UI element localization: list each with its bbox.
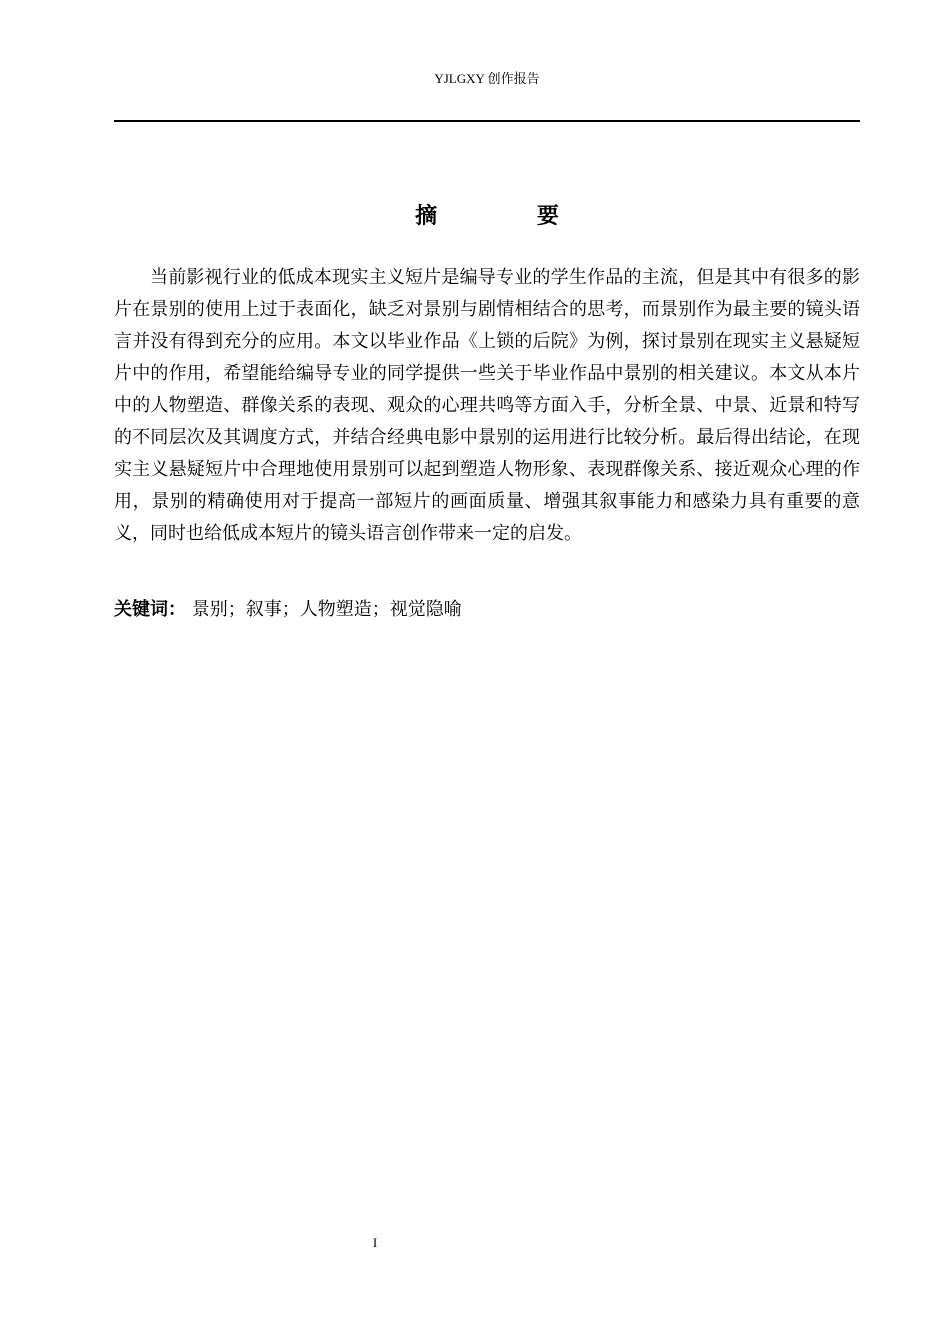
- abstract-body: 当前影视行业的低成本现实主义短片是编导专业的学生作品的主流，但是其中有很多的影片在景别的使用上过于表面化，缺乏对景别与剧情相结合的思考，而景别作为最主要的镜头语言并没有得到充分的应用。本文以毕业作品《上锁的后院》为例，探讨景别在现实主义悬疑短片中的作用，希望能给编导专业的同学提供一些关于毕业作品中景别的相关建议。本文从本片中的人物塑造、群像关系的表现、观众的心理共鸣等方面入手，分析全景、中景、近景和特写的不同层次及其调度方式，并结合经典电影中景别的运用进行比较分析。最后得出结论，在现实主义悬疑短片中合理地使用景别可以起到塑造人物形象、表现群像关系、接近观众心理的作用，景别的精确使用对于提高一部短片的画面质量、增强其叙事能力和感染力具有重要的意义，同时也给低成本短片的镜头语言创作带来一定的启发。: [114, 267, 860, 544]
- keywords-line: [114, 594, 860, 626]
- abstract-title: 摘 要: [415, 204, 605, 229]
- header-divider: [114, 120, 860, 122]
- keywords-label: 关键词：: [114, 599, 186, 620]
- keywords-value: 景别；叙事；人物塑造；视觉隐喻: [191, 599, 462, 620]
- page-number: I: [372, 1235, 378, 1250]
- running-header: YJLGXY 创作报告: [434, 71, 540, 86]
